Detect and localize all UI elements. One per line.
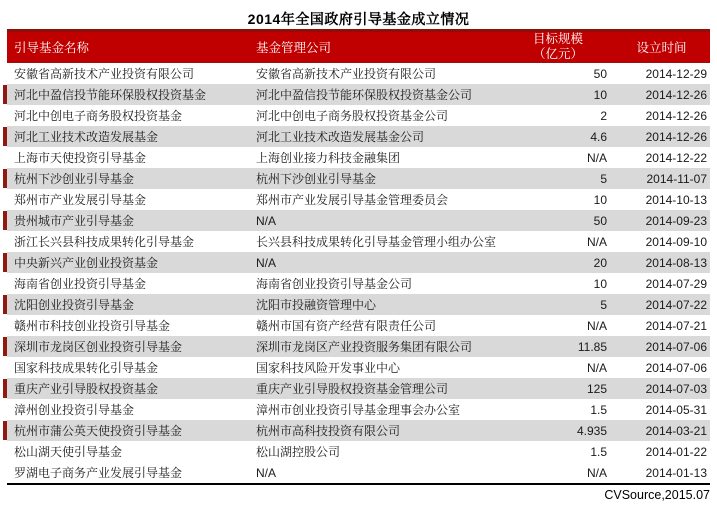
cell-scale: 10	[593, 276, 607, 291]
cell-scale: 2	[600, 108, 607, 123]
cell-scale: N/A	[586, 465, 607, 480]
cell-scale: 5	[600, 297, 607, 312]
cell-date: 2014-07-03	[645, 381, 707, 396]
cell-name: 重庆产业引导股权投资基金	[14, 382, 159, 396]
cell-manager: 河北中创电子商务股权投资基金公司	[256, 109, 449, 123]
cell-scale: 1.5	[590, 402, 607, 417]
table-row	[7, 231, 710, 252]
cell-date: 2014-09-10	[645, 234, 707, 249]
table-row	[7, 441, 710, 462]
cell-scale: 50	[593, 66, 607, 81]
cell-name: 杭州下沙创业引导基金	[14, 172, 135, 186]
cell-manager: 国家科技风险开发事业中心	[256, 361, 401, 375]
cell-manager: 漳州市创业投资引导基金理事会办公室	[256, 403, 461, 417]
cell-name: 安徽省高新技术产业投资有限公司	[14, 67, 195, 81]
cell-name: 沈阳创业投资引导基金	[14, 298, 135, 312]
header-cell-fund-name: 引导基金名称	[14, 41, 90, 55]
cell-scale: 4.935	[576, 423, 607, 438]
cell-manager: 长兴县科技成果转化引导基金管理小组办公室	[256, 235, 497, 249]
header-cell-date: 设立时间	[636, 41, 687, 55]
table-row	[7, 105, 710, 126]
cell-scale: N/A	[586, 234, 607, 249]
cell-date: 2014-03-21	[645, 423, 707, 438]
cell-name: 贵州城市产业引导基金	[14, 214, 135, 228]
table-row	[7, 84, 710, 105]
cell-manager: 赣州市国有资产经营有限责任公司	[256, 319, 437, 333]
cell-date: 2014-01-13	[645, 465, 707, 480]
guidance-fund-table	[7, 29, 710, 485]
cell-name: 深圳市龙岗区创业投资引导基金	[14, 340, 183, 354]
cell-name: 漳州创业投资引导基金	[14, 403, 135, 417]
page-title: 2014年全国政府引导基金成立情况	[247, 11, 470, 27]
table-row	[7, 126, 710, 147]
cell-scale: 20	[593, 255, 607, 270]
cell-name: 河北中盈信投节能环保股权投资基金	[14, 88, 207, 102]
cell-name: 浙江长兴县科技成果转化引导基金	[14, 235, 195, 249]
cell-scale: 1.5	[590, 444, 607, 459]
cell-date: 2014-12-26	[645, 87, 707, 102]
header-cell-scale	[503, 32, 613, 62]
table-row	[7, 252, 710, 273]
cell-date: 2014-07-06	[645, 360, 707, 375]
cell-manager: 安徽省高新技术产业投资有限公司	[256, 67, 437, 81]
cell-manager: 杭州市高科技投资有限公司	[256, 424, 401, 438]
cell-date: 2014-07-06	[645, 339, 707, 354]
cell-date: 2014-11-07	[646, 171, 707, 186]
table-row	[7, 273, 710, 294]
cell-date: 2014-08-13	[645, 255, 707, 270]
cell-name: 赣州市科技创业投资引导基金	[14, 319, 171, 333]
cell-name: 松山湖天使引导基金	[14, 445, 123, 459]
table-body	[7, 63, 710, 485]
cell-manager: 重庆产业引导股权投资基金管理公司	[256, 382, 449, 396]
table-row	[7, 420, 710, 441]
table-row	[7, 399, 710, 420]
cell-scale: N/A	[586, 318, 607, 333]
table-row	[7, 336, 710, 357]
table-row	[7, 357, 710, 378]
table-row	[7, 210, 710, 231]
cell-scale: 10	[593, 192, 607, 207]
cell-date: 2014-07-21	[645, 318, 707, 333]
cell-manager: 河北中盈信投节能环保股权投资基金公司	[256, 88, 473, 102]
cell-name: 河北工业技术改造发展基金	[14, 130, 159, 144]
cell-manager: 郑州市产业发展引导基金管理委员会	[256, 193, 449, 207]
table-row	[7, 63, 710, 84]
table-row	[7, 189, 710, 210]
cell-date: 2014-07-29	[645, 276, 707, 291]
table-row	[7, 294, 710, 315]
cell-name: 郑州市产业发展引导基金	[14, 193, 147, 207]
table-row	[7, 315, 710, 336]
cell-manager: 杭州下沙创业引导基金	[256, 172, 377, 186]
cell-manager: N/A	[256, 465, 277, 480]
cell-manager: 上海创业接力科技金融集团	[256, 151, 401, 165]
cell-name: 杭州市蒲公英天使投资引导基金	[14, 424, 183, 438]
cell-manager: N/A	[256, 255, 277, 270]
cell-scale: 10	[593, 87, 607, 102]
cell-manager: 深圳市龙岗区产业投资服务集团有限公司	[256, 340, 473, 354]
cell-date: 2014-12-26	[645, 108, 707, 123]
cell-manager: 沈阳市投融资管理中心	[256, 298, 377, 312]
table-row	[7, 462, 710, 483]
cell-name: 国家科技成果转化引导基金	[14, 361, 159, 375]
cell-date: 2014-12-22	[645, 150, 707, 165]
cell-date: 2014-12-29	[645, 66, 707, 81]
cell-date: 2014-05-31	[645, 402, 707, 417]
cell-scale: 125	[586, 381, 607, 396]
cell-manager: 河北工业技术改造发展基金公司	[256, 130, 425, 144]
cell-manager: N/A	[256, 213, 277, 228]
table-row	[7, 378, 710, 399]
cell-scale: N/A	[586, 150, 607, 165]
cell-date: 2014-10-13	[645, 192, 707, 207]
table-row	[7, 147, 710, 168]
header-scale-line1: 目标规模	[532, 32, 583, 46]
table-row	[7, 168, 710, 189]
footer-source: CVSource,2015.07	[604, 488, 710, 502]
cell-scale: N/A	[586, 360, 607, 375]
cell-date: 2014-12-26	[645, 129, 707, 144]
header-scale-line2: （亿元）	[532, 47, 583, 61]
cell-manager: 松山湖控股公司	[256, 445, 341, 459]
cell-name: 罗湖电子商务产业发展引导基金	[14, 466, 183, 480]
cell-date: 2014-07-22	[645, 297, 707, 312]
cell-manager: 海南省创业投资引导基金公司	[256, 277, 413, 291]
table-header	[7, 29, 710, 63]
cell-scale: 11.85	[577, 339, 607, 354]
cell-name: 海南省创业投资引导基金	[14, 277, 147, 291]
cell-scale: 50	[593, 213, 607, 228]
cell-date: 2014-09-23	[645, 213, 707, 228]
cell-scale: 4.6	[590, 129, 607, 144]
header-cell-manager: 基金管理公司	[256, 41, 332, 55]
cell-scale: 5	[600, 171, 607, 186]
cell-name: 河北中创电子商务股权投资基金	[14, 109, 183, 123]
cell-date: 2014-01-22	[645, 444, 707, 459]
cell-name: 中央新兴产业创业投资基金	[14, 256, 159, 270]
cell-name: 上海市天使投资引导基金	[14, 151, 147, 165]
